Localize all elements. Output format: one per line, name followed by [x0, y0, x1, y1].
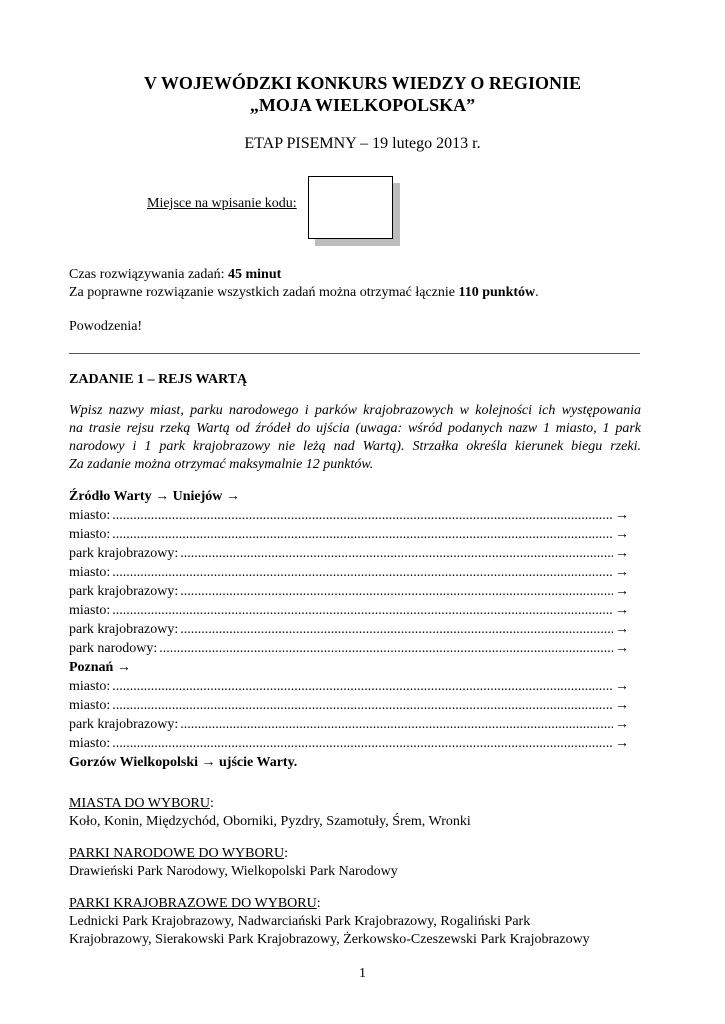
route-row[interactable]: park krajobrazowy: ..... →: [69, 544, 629, 563]
points-prefix: Za poprawne rozwiązanie wszystkich zadań można otrzymać łącznie: [69, 285, 459, 300]
points-value: 110 punktów: [458, 285, 536, 300]
route-row[interactable]: miasto: ..... →: [69, 734, 629, 753]
route-row[interactable]: miasto: ..... →: [69, 677, 629, 696]
cities-list: Koło, Konin, Międzychód, Oborniki, Pyzdry, Szamotuły, Śrem, Wronki: [69, 814, 471, 829]
landscape-parks-line: Lednicki Park Krajobrazowy, Nadwarciański Park Krajobrazowy, Rogaliński Park: [69, 914, 531, 929]
national-parks-heading: PARKI NARODOWE DO WYBORU:: [69, 846, 288, 861]
time-info: [69, 266, 281, 284]
contest-title: V WOJEWÓDZKI KONKURS WIEDZY O REGIONIE: [144, 73, 581, 93]
instruction-line: narodowy i 1 park krajobrazowy nie leżą nad Wartą). Strzałka określa kierunek biegu rzeki.: [69, 439, 641, 454]
points-info: [69, 284, 539, 302]
route-start: Źródło Warty → Uniejów →: [69, 489, 240, 504]
contest-subtitle: „MOJA WIELKOPOLSKA”: [249, 95, 476, 115]
route-middle: Poznań →: [69, 660, 131, 675]
instruction-line: na trasie rejsu rzeką Wartą od źródeł do ujścia (uwaga: wśród podanych nazw 1 miasto, 1 park: [69, 421, 641, 436]
route-row[interactable]: miasto: ..... →: [69, 696, 629, 715]
divider: [69, 353, 640, 354]
route-row[interactable]: miasto: ..... →: [69, 506, 629, 525]
good-luck: Powodzenia!: [69, 319, 143, 334]
landscape-parks-line: Krajobrazowy, Sierakowski Park Krajobrazowy, Żerkowsko-Czeszewski Park Krajobrazowy: [69, 932, 590, 947]
points-suffix: .: [535, 285, 539, 300]
route-row[interactable]: miasto: ..... →: [69, 563, 629, 582]
route-row[interactable]: park krajobrazowy: ..... →: [69, 582, 629, 601]
route-row[interactable]: park krajobrazowy: ..... →: [69, 620, 629, 639]
route-row[interactable]: miasto: ..... →: [69, 525, 629, 544]
task-instruction: [69, 402, 641, 474]
route-row[interactable]: miasto: ..... →: [69, 601, 629, 620]
cities-heading: MIASTA DO WYBORU:: [69, 796, 214, 811]
route-row[interactable]: park krajobrazowy: ..... →: [69, 715, 629, 734]
stage-date: ETAP PISEMNY – 19 lutego 2013 r.: [244, 135, 481, 152]
national-parks-list: Drawieński Park Narodowy, Wielkopolski Park Narodowy: [69, 864, 398, 879]
landscape-parks-heading: PARKI KRAJOBRAZOWE DO WYBORU:: [69, 896, 321, 911]
code-entry-box[interactable]: [308, 176, 393, 239]
page-number: 1: [359, 966, 366, 981]
route-end: Gorzów Wielkopolski → ujście Warty.: [69, 755, 298, 770]
route-row[interactable]: park narodowy: ..... →: [69, 639, 629, 658]
route-list: [69, 487, 629, 772]
task-title: ZADANIE 1 – REJS WARTĄ: [69, 372, 248, 387]
code-label: Miejsce na wpisanie kodu:: [147, 196, 297, 211]
time-prefix: Czas rozwiązywania zadań:: [69, 267, 228, 282]
instruction-line: Wpisz nazwy miast, parku narodowego i parków krajobrazowych w kolejności ich występowania: [69, 403, 641, 418]
instruction-line: Za zadanie można otrzymać maksymalnie 12 punktów.: [69, 457, 374, 472]
time-value: 45 minut: [227, 267, 282, 282]
